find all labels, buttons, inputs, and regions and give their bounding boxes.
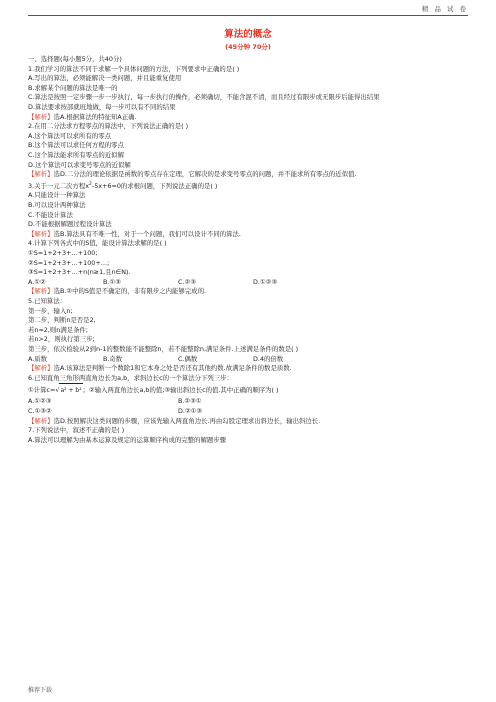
stem-part: -5x+6=0的求根问题，下列说法正确的是( ) (91, 181, 218, 190)
question-5-step-1: 第一步，输入n; (28, 306, 73, 315)
question-2-analysis (28, 170, 468, 180)
option-d: D.①②③ (253, 277, 278, 286)
question-3-option-d: D.不能根据解题过程设计算法 (28, 220, 112, 229)
header-divider (28, 15, 468, 16)
page-header: 精 品 试 卷 (421, 5, 468, 13)
steps-part: ①计算c= (28, 386, 56, 395)
question-5-step-2b: 若n>2，则执行第三步; (28, 335, 95, 344)
question-3-option-a: A.只能设计一种算法 (28, 191, 86, 200)
radicand: a² + b² (59, 383, 82, 397)
question-2-option-c: C.这个算法能求所有零点的近似解 (28, 150, 124, 159)
analysis-text: 选B.算法具有不唯一性，对于一个问题，我们可以设计不同的算法. (53, 229, 241, 238)
question-4-item-2: ②S=1+2+3+…+100+…; (28, 258, 110, 267)
option-b: B.②③① (178, 397, 202, 406)
sqrt-icon: √ (55, 386, 60, 395)
question-5-step-3: 第三步，依次检验从2到n-1的整数能不能整除n，若不能整除n,满足条件.上述满足条件的数是( ) (28, 344, 299, 353)
question-5-step-2: 第二步，判断n是否是2, (28, 316, 96, 325)
analysis-tag: 【解析】 (28, 112, 54, 121)
question-4-analysis (28, 287, 468, 297)
stem-part: 3.关于一元二次方程x (28, 181, 90, 190)
analysis-text: 选A.根据算法的特征知A正确. (53, 112, 137, 121)
question-list (28, 55, 468, 445)
analysis-tag: 【解析】 (28, 416, 54, 425)
option-b: B.①③ (103, 277, 121, 286)
exponent: 2 (89, 181, 92, 187)
question-2-option-b: B.这个算法可以求任何方程的零点 (28, 141, 124, 150)
analysis-tag: 【解析】 (28, 287, 54, 296)
analysis-tag: 【解析】 (28, 170, 54, 179)
question-2-option-a: A.这个算法可以求所有的零点 (28, 131, 111, 140)
analysis-tag: 【解析】 (28, 364, 54, 373)
option-d: D.②①③ (178, 406, 203, 415)
question-3-stem (28, 180, 468, 192)
option-a: A.质数 (28, 354, 48, 363)
question-5-options (28, 355, 468, 365)
page-footer: 推荐下载 (28, 687, 53, 694)
section-heading: 一、选择题(每小题5分，共40分) (28, 55, 122, 63)
analysis-text: 选A.该算法是判断一个数除1和它本身之处是否还有其他约数.故满足条件的数是质数. (53, 364, 292, 373)
question-1-option-a: A.写出的算法，必须能解决一类问题，并且能重复使用 (28, 74, 182, 83)
question-1-stem: 1.我们学习的算法不同于求解一个具体问题的方法，下列要求中正确的是( ) (28, 64, 240, 73)
question-7-stem: 7.下列说法中，叙述不正确的是( ) (28, 426, 125, 435)
question-1-option-c: C.算法是按照一定步骤一步一步执行，每一步执行的操作，必须确切，不能含混不清，而且经过有限步或无限步后能得出结果 (28, 93, 380, 102)
steps-part: ；②输入两直角边长a,b的值;③输出斜边长c的值.其中正确的顺序为( ) (82, 386, 279, 395)
question-5-stem: 5.已知算法： (28, 296, 67, 305)
question-1-option-d: D.算法要求按部就班地做，每一步可以有不同的结果 (28, 102, 176, 111)
question-6-analysis (28, 417, 468, 427)
question-4-item-3: ③S=1+2+3+…+n(n≥1,且n∈N). (28, 268, 131, 277)
option-d: D.4的倍数 (253, 354, 284, 363)
option-a: A.①②③ (28, 397, 52, 406)
question-1-analysis (28, 113, 468, 123)
page-title: 算法的概念 (224, 29, 272, 40)
question-2-stem: 2.在用二分法求方程零点的算法中，下列说法正确的是( ) (28, 122, 189, 131)
option-c: C.②③ (178, 277, 196, 286)
page-subtitle: (45分钟 70分) (225, 43, 271, 51)
option-c: C.①③② (28, 406, 52, 415)
question-3-option-c: C.不能设计算法 (28, 210, 73, 219)
question-6-steps (28, 383, 468, 397)
question-1-option-b: B.求解某个问题的算法是唯一的 (28, 83, 118, 92)
question-6-options-row-1 (28, 397, 468, 407)
analysis-text: 选D.按照解决这类问题的步骤，应该先输入两直角边长.再由勾股定理求出斜边长，输出斜边长. (53, 416, 321, 425)
question-4-options (28, 278, 468, 288)
question-7-option-a: A.算法可以理解为由基本运算及规定的运算顺序构成的完整的解题步骤 (28, 435, 227, 444)
option-b: B.奇数 (103, 354, 123, 363)
question-3-option-b: B.可以设计两种算法 (28, 201, 86, 210)
question-2-option-d: D.这个算法可以求变号零点的近似解 (28, 160, 131, 169)
question-3-analysis (28, 230, 468, 240)
analysis-text: 选B.②中的S值是不确定的，非有限步之内能够完成的. (53, 287, 206, 296)
question-4-item-1: ①S=1+2+3+…+100; (28, 249, 98, 257)
analysis-tag: 【解析】 (28, 229, 54, 238)
analysis-text: 选D.二分法的理论依据是函数的零点存在定理，它解决的是求变号零点的问题，并不能求所有零点的近似值. (53, 170, 357, 179)
option-c: C.偶数 (178, 354, 198, 363)
option-a: A.①② (28, 277, 46, 286)
question-5-analysis (28, 364, 468, 374)
question-6-stem: 6.已知直角三角形两直角边长为a,b，求斜边长c的一个算法分下列三步： (28, 373, 233, 382)
question-6-options-row-2 (28, 407, 468, 417)
question-5-step-2a: 若n=2,则n满足条件; (28, 325, 89, 334)
question-4-stem: 4.计算下列各式中的S值，能设计算法求解的是( ) (28, 239, 167, 248)
